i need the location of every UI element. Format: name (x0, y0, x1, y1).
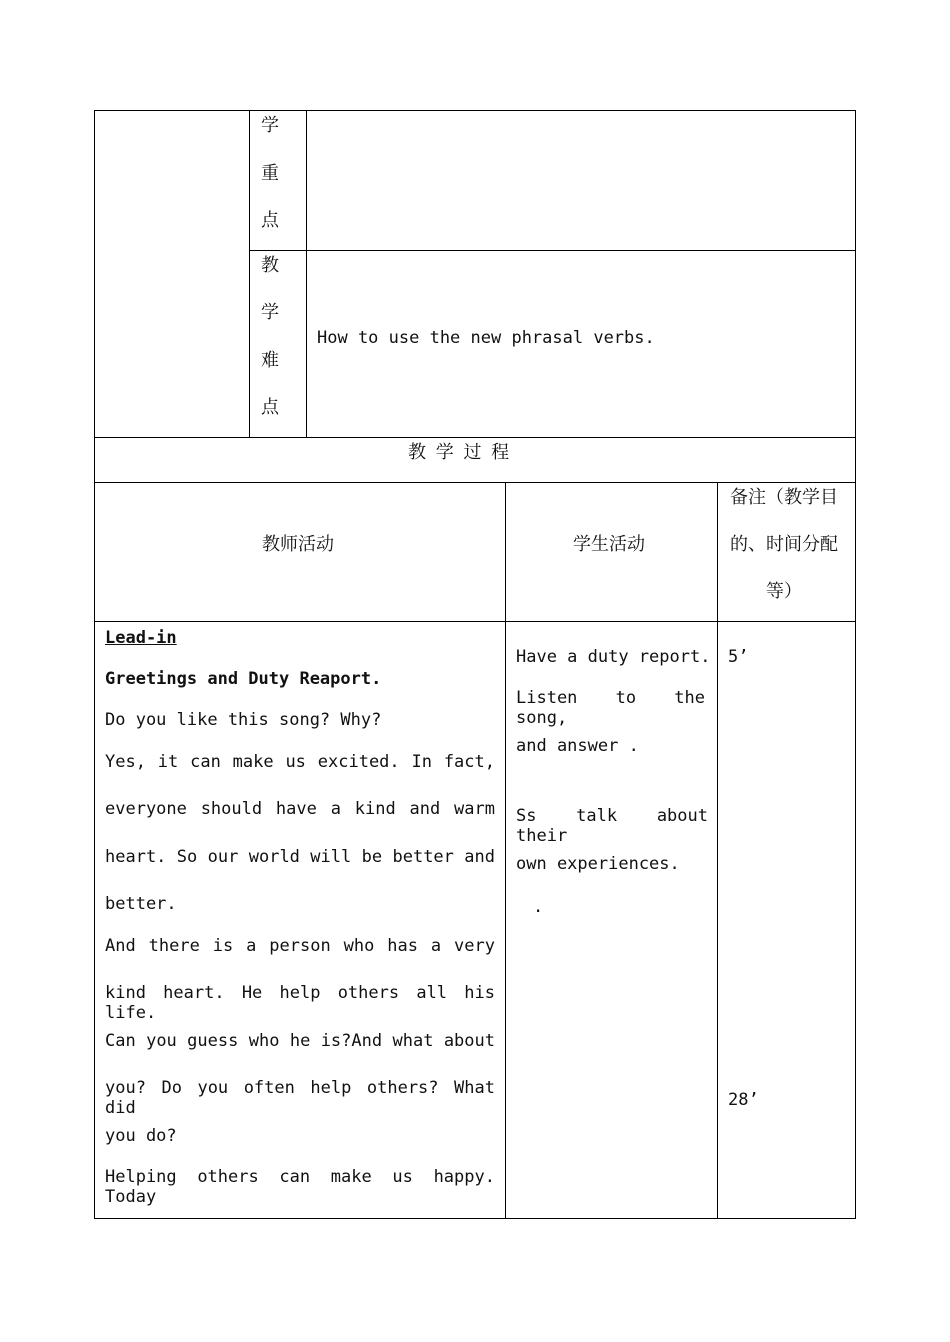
focus-label-char-2: 重 (261, 163, 279, 184)
teacher-line-7: kind heart. He help others all his life. (105, 983, 495, 1023)
teacher-student-divider (505, 482, 506, 1219)
header-row-divider (94, 621, 856, 622)
focus-label-char-1: 学 (261, 115, 279, 136)
difficulty-row-divider (94, 437, 856, 438)
teacher-line-4: heart. So our world will be better and (105, 847, 495, 867)
time-allocation-1: 5’ (728, 647, 749, 667)
student-line-4: Ss talk about their (516, 806, 708, 846)
label-col-right-divider (306, 110, 307, 438)
teacher-line-2: Yes, it can make us excited. In fact, (105, 752, 495, 772)
lead-in-title: Lead-in (105, 628, 177, 648)
process-title-divider (94, 482, 856, 483)
teacher-line-1: Do you like this song? Why? (105, 710, 382, 730)
difficulty-label-char-1: 教 (261, 255, 279, 276)
notes-header-line-1: 备注（教学目 (730, 487, 838, 508)
student-notes-divider (717, 482, 718, 1219)
notes-header-line-3: 等） (766, 581, 802, 602)
difficulty-label-char-3: 难 (261, 350, 279, 371)
time-allocation-2: 28’ (728, 1090, 759, 1110)
table-left-border (94, 110, 95, 1219)
table-right-border (855, 110, 856, 1219)
teacher-line-3: everyone should have a kind and warm (105, 799, 495, 819)
focus-row-divider (249, 250, 856, 251)
greetings-subtitle: Greetings and Duty Reaport. (105, 669, 382, 689)
process-title: 教 学 过 程 (408, 442, 512, 463)
teacher-line-9: you? Do you often help others? What did (105, 1078, 495, 1118)
difficulty-text: How to use the new phrasal verbs. (317, 328, 655, 348)
difficulty-label-char-2: 学 (261, 302, 279, 323)
student-line-3: and answer . (516, 736, 639, 756)
notes-header-line-2: 的、时间分配 (730, 534, 838, 555)
student-line-1: Have a duty report. (516, 647, 711, 667)
teacher-line-6: And there is a person who has a very (105, 936, 495, 956)
student-activity-header: 学生活动 (573, 534, 645, 555)
table-top-border (94, 110, 856, 111)
teacher-line-10: you do? (105, 1126, 177, 1146)
student-line-2: Listen to the song, (516, 688, 705, 728)
teacher-line-5: better. (105, 894, 177, 914)
label-col-left-divider (249, 110, 250, 438)
student-line-5: own experiences. (516, 854, 680, 874)
teacher-line-8: Can you guess who he is?And what about (105, 1031, 495, 1051)
teacher-activity-header: 教师活动 (262, 534, 334, 555)
focus-label-char-3: 点 (261, 210, 279, 231)
difficulty-label-char-4: 点 (261, 397, 279, 418)
student-line-6: . (533, 897, 544, 917)
table-bottom-border (94, 1218, 856, 1219)
teacher-line-11: Helping others can make us happy. Today (105, 1167, 495, 1207)
